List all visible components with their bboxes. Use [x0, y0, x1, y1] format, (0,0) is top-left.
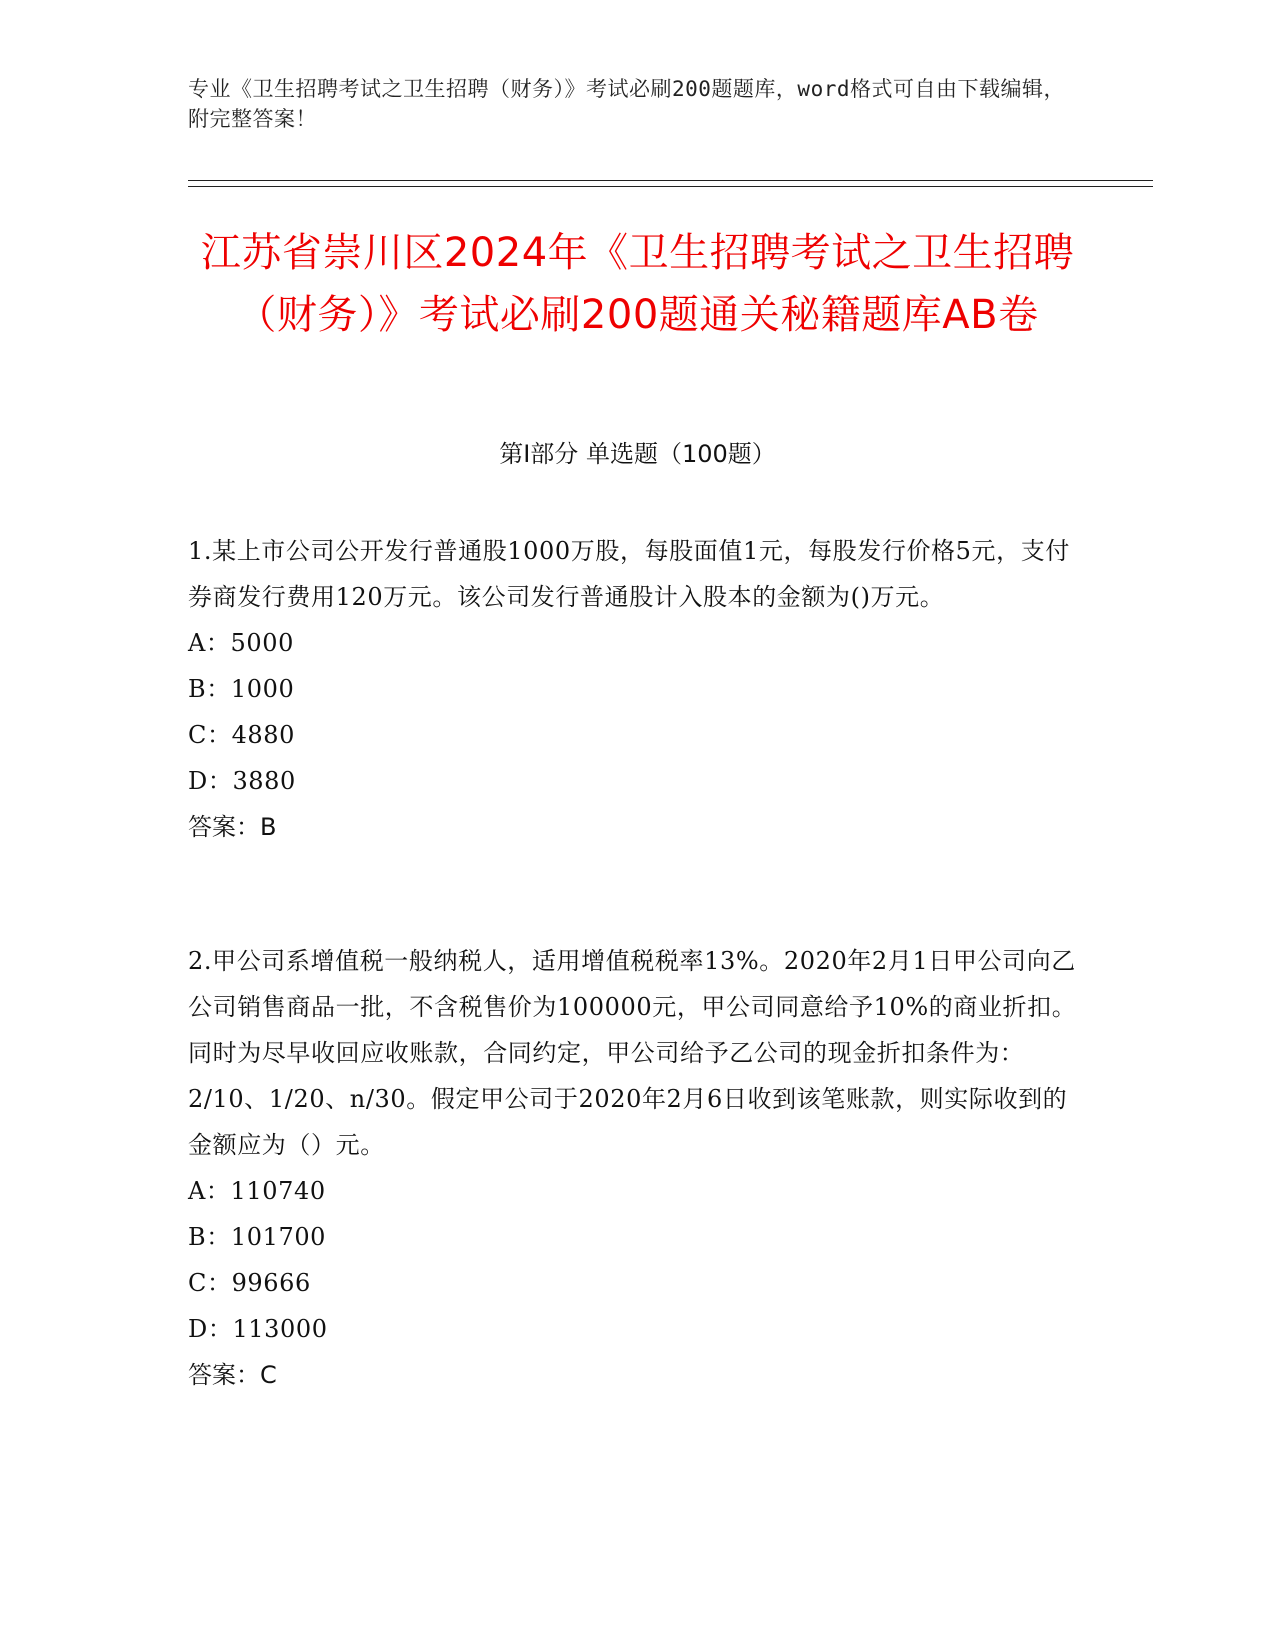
- question-text: 2.甲公司系增值税一般纳税人，适用增值税税率13%。2020年2月1日甲公司向乙公司销售商品一批，不含税售价为100000元，甲公司同意给予10%的商业折扣。同时为尽早收回应收账款，合同约定，甲公司给予乙公司的现金折扣条件为：2/10、1/20、n/30。假定甲公司于2020年2月6日收到该笔账款，则实际收到的金额应为（）元。: [188, 947, 1077, 1159]
- option-a: A：5000: [188, 629, 295, 657]
- header-divider-bottom: [188, 186, 1153, 187]
- option-b: B：101700: [188, 1223, 327, 1251]
- answer: 答案：B: [188, 813, 277, 841]
- answer: 答案：C: [188, 1361, 277, 1389]
- section-heading: 第Ⅰ部分 单选题（100题）: [499, 440, 776, 468]
- option-b: B：1000: [188, 675, 295, 703]
- question-2: [188, 938, 1088, 1398]
- option-c: C：4880: [188, 721, 296, 749]
- document-title: 江苏省崇川区2024年《卫生招聘考试之卫生招聘（财务）》考试必刷200题通关秘籍题库AB卷: [200, 230, 1075, 338]
- header-note: 专业《卫生招聘考试之卫生招聘（财务）》考试必刷200题题库，word格式可自由下载编辑，附完整答案！: [188, 77, 1065, 131]
- option-c: C：99666: [188, 1269, 311, 1297]
- option-d: D：113000: [188, 1315, 328, 1343]
- option-d: D：3880: [188, 767, 296, 795]
- question-1: [188, 528, 1088, 850]
- header-divider-top: [188, 180, 1153, 181]
- question-text: 1.某上市公司公开发行普通股1000万股，每股面值1元，每股发行价格5元，支付券商发行费用120万元。该公司发行普通股计入股本的金额为()万元。: [188, 537, 1070, 611]
- option-a: A：110740: [188, 1177, 326, 1205]
